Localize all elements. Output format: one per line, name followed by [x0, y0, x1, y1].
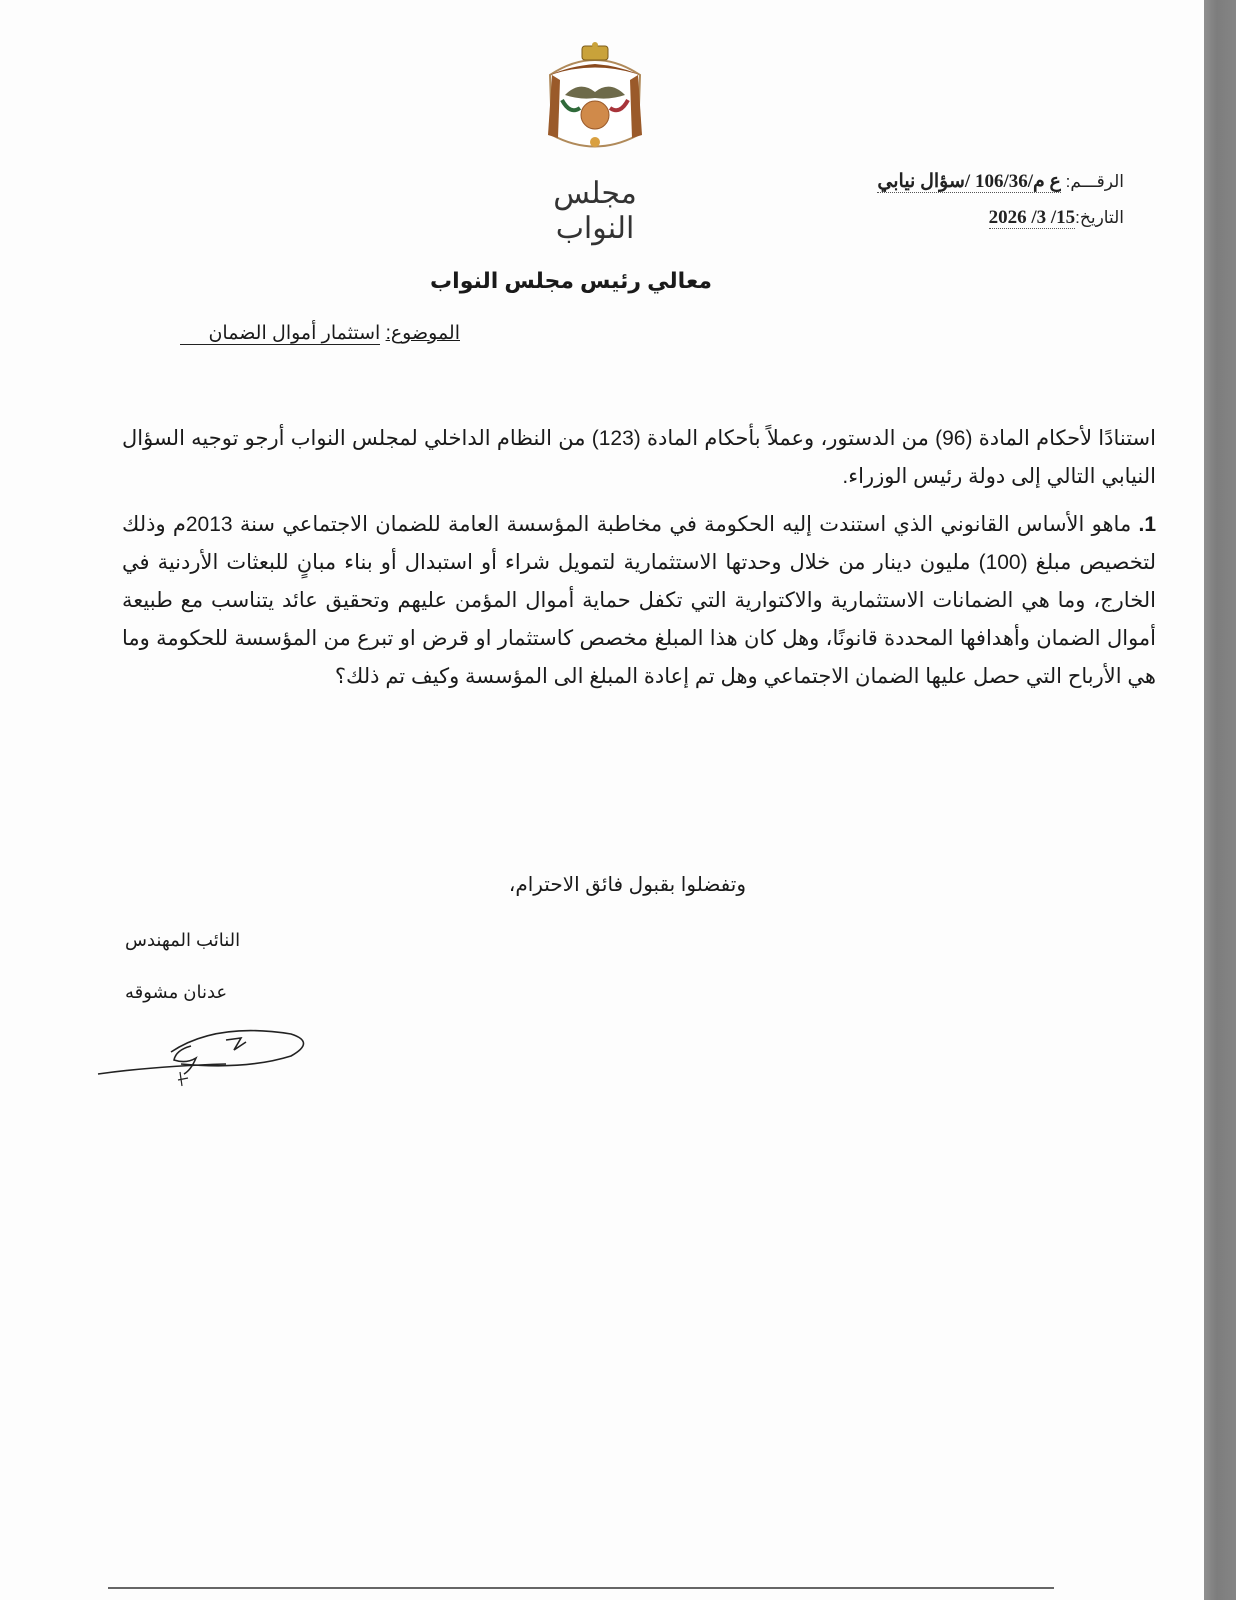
subject-text: استثمار أموال الضمان [180, 323, 380, 345]
reference-value: ع م/106/36 /سؤال نيابي [877, 171, 1061, 192]
scan-edge-strip [1204, 0, 1236, 1600]
addressee: معالي رئيس مجلس النواب [430, 268, 712, 293]
date-line [877, 207, 1124, 229]
footer-divider [108, 1587, 1054, 1589]
reference-label: الرقـــم: [1065, 172, 1124, 191]
intro-paragraph: استنادًا لأحكام المادة (96) من الدستور، وعملاً بأحكام المادة (123) من النظام الداخلي لمجلس النواب أرجو توجيه السؤال النيابي التالي إلى دولة رئيس الوزراء. [122, 427, 1156, 488]
jordan-coat-of-arms-icon [540, 40, 650, 165]
question-item [122, 506, 1156, 696]
subject-label: الموضوع: [385, 323, 460, 344]
question-number: 1. [1138, 513, 1156, 536]
reference-number-line [877, 170, 1124, 193]
date-label: التاريخ: [1075, 208, 1124, 227]
handwritten-signature-icon [96, 1020, 311, 1090]
question-text: ماهو الأساس القانوني الذي استندت إليه الحكومة في مخاطبة المؤسسة العامة للضمان الاجتماعي سنة 2013م وذلك لتخصيص مبلغ (100) مليون دينار من خلال وحدتها الاستثمارية لتمويل شراء أو استبدال أو بناء مبانٍ للبعثات الأردنية في الخارج، وما هي الضمانات الاستثمارية والاكتوارية التي تكفل حماية أموال المؤمن عليهم وتحقيق عائد يتناسب مع طبيعة أموال الضمان وأهدافها المحددة قانونًا، وهل كان هذا المبلغ مخصص كاستثمار او قرض او تبرع من المؤسسة للحكومة وما هي الأرباح التي حصل عليها الضمان الاجتماعي وهل تم إعادة المبلغ الى المؤسسة وكيف تم ذلك؟ [122, 513, 1156, 688]
signer-name: عدنان مشوقه [125, 982, 228, 1002]
letter-body [122, 420, 1156, 706]
subject-line [180, 322, 460, 345]
closing-line: وتفضلوا بقبول فائق الاحترام، [508, 874, 746, 896]
council-name: مجلس النواب [553, 176, 637, 246]
date-value: 15/ 3/ 2026 [988, 207, 1076, 228]
reference-block [877, 170, 1124, 243]
signer-title: النائب المهندس [125, 930, 241, 950]
